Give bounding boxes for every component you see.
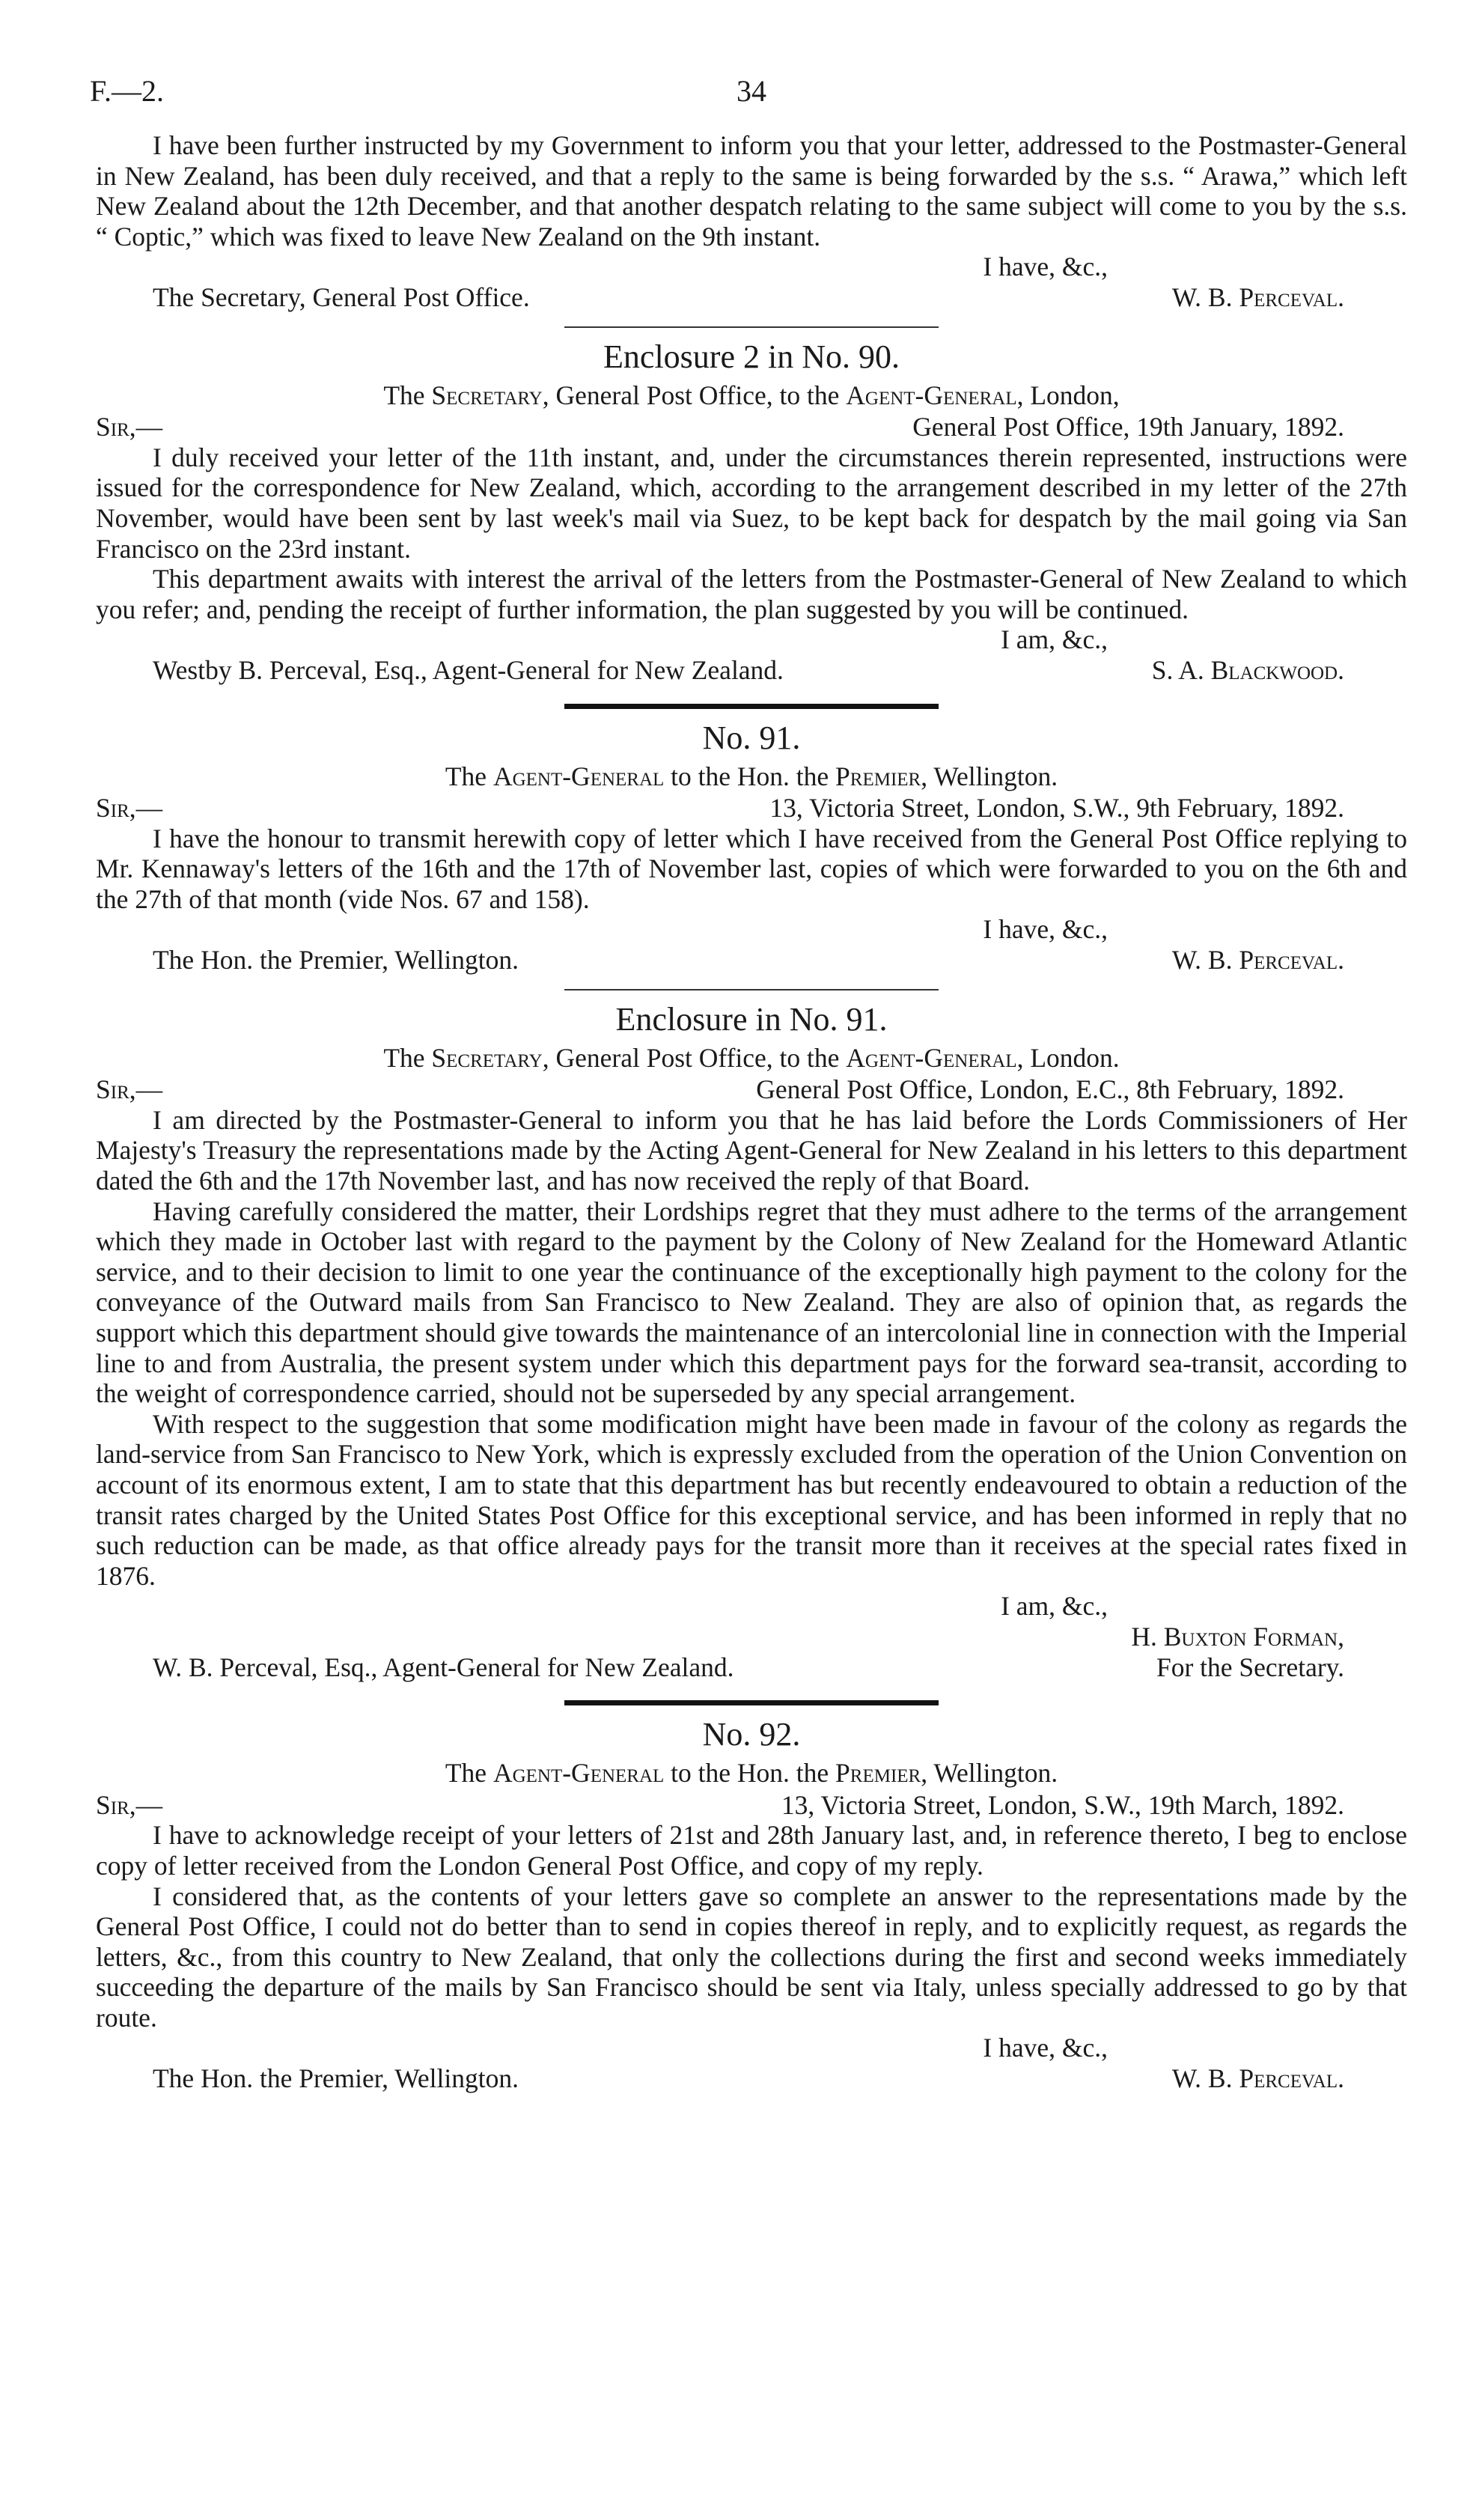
subtitle-text: The [445, 761, 493, 791]
body-paragraph: I duly received your letter of the 11th instant, and, under the circumstances therein represented, instructions were issued for the correspondence for New Zealand, which, according to the arrangement described in my letter of the 27th November, would have been sent by last week's mail via Suez, to be kept back for despatch by the mail going via San Francisco on the 23rd instant. [96, 442, 1407, 564]
letter-no-91 [96, 719, 1407, 976]
salutation-row [96, 412, 1407, 442]
addressee: The Hon. the Premier, Wellington. [153, 945, 519, 976]
body-paragraph: I considered that, as the contents of your letters gave so complete an answer to the representations made by the General Post Office, I could not do better than to send in copies thereof in reply, and to explicitly request, as regards the letters, &c., from this country to New Zealand, that only the collections during the first and second weeks immediately succeeding the departure of the mails by San Francisco should be sent via Italy, unless specially addressed to go by that route. [96, 1881, 1407, 2033]
subtitle-recipient: Agent-General, [846, 1042, 1024, 1073]
subtitle-text: London. [1023, 1042, 1120, 1073]
letter-no-92 [96, 1716, 1407, 2094]
salutation-row [96, 1074, 1407, 1105]
section-title: No. 91. [702, 719, 801, 756]
signature: S. A. Blackwood. [1151, 654, 1344, 685]
section-title: Enclosure in No. 91. [615, 1000, 888, 1038]
dateline: General Post Office, 19th January, 1892. [912, 412, 1344, 442]
section-divider-thick [564, 1700, 939, 1705]
enclosure-no-91 [96, 1001, 1407, 1682]
dateline: General Post Office, London, E.C., 8th February, 1892. [756, 1074, 1344, 1105]
salutation-row [96, 793, 1407, 824]
signoff [96, 2063, 1407, 2094]
salutation: Sir,— [96, 1789, 163, 1820]
signoff [96, 945, 1407, 976]
subtitle-sender: Secretary, [431, 380, 549, 410]
section-divider-thick [564, 704, 939, 709]
subtitle-text: The [383, 1042, 432, 1073]
subtitle-text: General Post Office, to the [549, 1042, 847, 1073]
signature: W. B. Perceval. [1171, 945, 1344, 976]
dateline: 13, Victoria Street, London, S.W., 19th March, 1892. [781, 1789, 1344, 1820]
document-reference: F.—2. [90, 74, 165, 108]
section-title: No. 92. [702, 1716, 801, 1753]
intro-paragraph: I have been further instructed by my Government to inform you that your letter, addressed to the Postmaster-General in New Zealand, has been duly received, and that a reply to the same is being forwarded by the s.s. “ Arawa,” which left New Zealand about the 12th December, and that another despatch relating to the same subject will come to you by the s.s. “ Coptic,” which was fixed to leave New Zealand on the 9th instant. [96, 130, 1407, 252]
salutation: Sir,— [96, 793, 163, 824]
subtitle-sender: Agent-General [492, 761, 665, 791]
body-paragraph: With respect to the suggestion that some modification might have been made in favour of the colony as regards the land-service from San Francisco to New York, which is expressly excluded from the operation of the Union Convention on account of its enormous extent, I am to state that this department has but recently endeavoured to obtain a reduction of the transit rates charged by the United States Post Office for this exceptional service, and has been informed in reply that no such reduction can be made, as that office already pays for the transit more than it receives at the special rates fixed in 1876. [96, 1408, 1407, 1591]
signoff [96, 1652, 1407, 1683]
signature-line [96, 1622, 1407, 1652]
intro-signoff [96, 282, 1407, 313]
subtitle-text: The [383, 380, 432, 410]
body-paragraph: I am directed by the Postmaster-General to inform you that he has laid before the Lords Commissioners of Her Majesty's Treasury the representations made by the Acting Agent-General for New Zealand in his letters to this department dated the 6th and the 17th November last, and has now received the reply of that Board. [96, 1104, 1407, 1196]
subtitle-text: to the Hon. the [664, 761, 836, 791]
section-divider [564, 326, 939, 328]
body-paragraph: This department awaits with interest the arrival of the letters from the Postmaster-General of New Zealand to which you refer; and, pending the receipt of further information, the plan suggested by you will be continued. [96, 564, 1407, 624]
signature-role: For the Secretary. [1156, 1652, 1344, 1682]
salutation-row [96, 1790, 1407, 1821]
section-subtitle [96, 380, 1407, 411]
body-paragraph: I have the honour to transmit herewith copy of letter which I have received from the General Post Office replying to Mr. Kennaway's letters of the 16th and the 17th of November last, copies of which were forwarded to you on the 6th and the 27th of that month (vide Nos. 67 and 158). [96, 823, 1407, 914]
section-divider [564, 989, 939, 990]
subtitle-recipient: Premier, [835, 1758, 928, 1789]
intro-closing: I have, &c., [983, 252, 1108, 282]
subtitle-sender: Secretary, [431, 1042, 549, 1073]
subtitle-text: The [445, 1758, 493, 1789]
page-header [90, 69, 1407, 130]
intro-addressee: The Secretary, General Post Office. [153, 281, 530, 312]
subtitle-text: London, [1023, 380, 1120, 410]
body-paragraph: Having carefully considered the matter, their Lordships regret that they must adhere to the terms of the arrangement which they made in October last with regard to the payment by the Colony of New Zealand for the Homeward Atlantic service, and to their decision to limit to one year the continuance of the exceptionally high payment to the colony for the conveyance of the Outward mails from San Francisco to New Zealand. They are also of opinion that, as regards the support which this department should give towards the maintenance of an intercolonial line in connection with the Imperial line to and from Australia, the present system under which this department pays for the forward sea-transit, according to the weight of correspondence carried, should not be superseded by any special arrangement. [96, 1196, 1407, 1409]
addressee: The Hon. the Premier, Wellington. [153, 2063, 519, 2094]
section-title: Enclosure 2 in No. 90. [603, 338, 900, 375]
intro-letter [96, 130, 1407, 313]
addressee: Westby B. Perceval, Esq., Agent-General for New Zealand. [153, 654, 784, 685]
signature: H. Buxton Forman, [1131, 1621, 1344, 1652]
salutation: Sir,— [96, 1074, 163, 1105]
section-subtitle [96, 761, 1407, 792]
enclosure-2-no-90 [96, 338, 1407, 686]
subtitle-recipient: Premier, [835, 761, 928, 791]
dateline: 13, Victoria Street, London, S.W., 9th February, 1892. [769, 793, 1344, 824]
closing: I am, &c., [1001, 1591, 1108, 1622]
intro-signature: W. B. Perceval. [1171, 281, 1344, 312]
addressee: W. B. Perceval, Esq., Agent-General for New Zealand. [153, 1652, 734, 1682]
closing: I am, &c., [1001, 624, 1108, 655]
subtitle-text: Wellington. [927, 761, 1058, 791]
subtitle-text: to the Hon. the [664, 1758, 836, 1789]
body-paragraph: I have to acknowledge receipt of your letters of 21st and 28th January last, and, in reference thereto, I beg to enclose copy of letter received from the London General Post Office, and copy of my reply. [96, 1820, 1407, 1881]
subtitle-text: General Post Office, to the [549, 380, 847, 410]
section-subtitle [96, 1043, 1407, 1074]
closing: I have, &c., [983, 914, 1108, 945]
signoff [96, 655, 1407, 686]
subtitle-sender: Agent-General [492, 1758, 665, 1789]
closing: I have, &c., [983, 2033, 1108, 2063]
subtitle-recipient: Agent-General, [846, 380, 1024, 410]
signature: W. B. Perceval. [1171, 2063, 1344, 2094]
salutation: Sir,— [96, 412, 163, 442]
section-subtitle [96, 1758, 1407, 1789]
subtitle-text: Wellington. [927, 1758, 1058, 1789]
page-number: 34 [737, 74, 766, 108]
